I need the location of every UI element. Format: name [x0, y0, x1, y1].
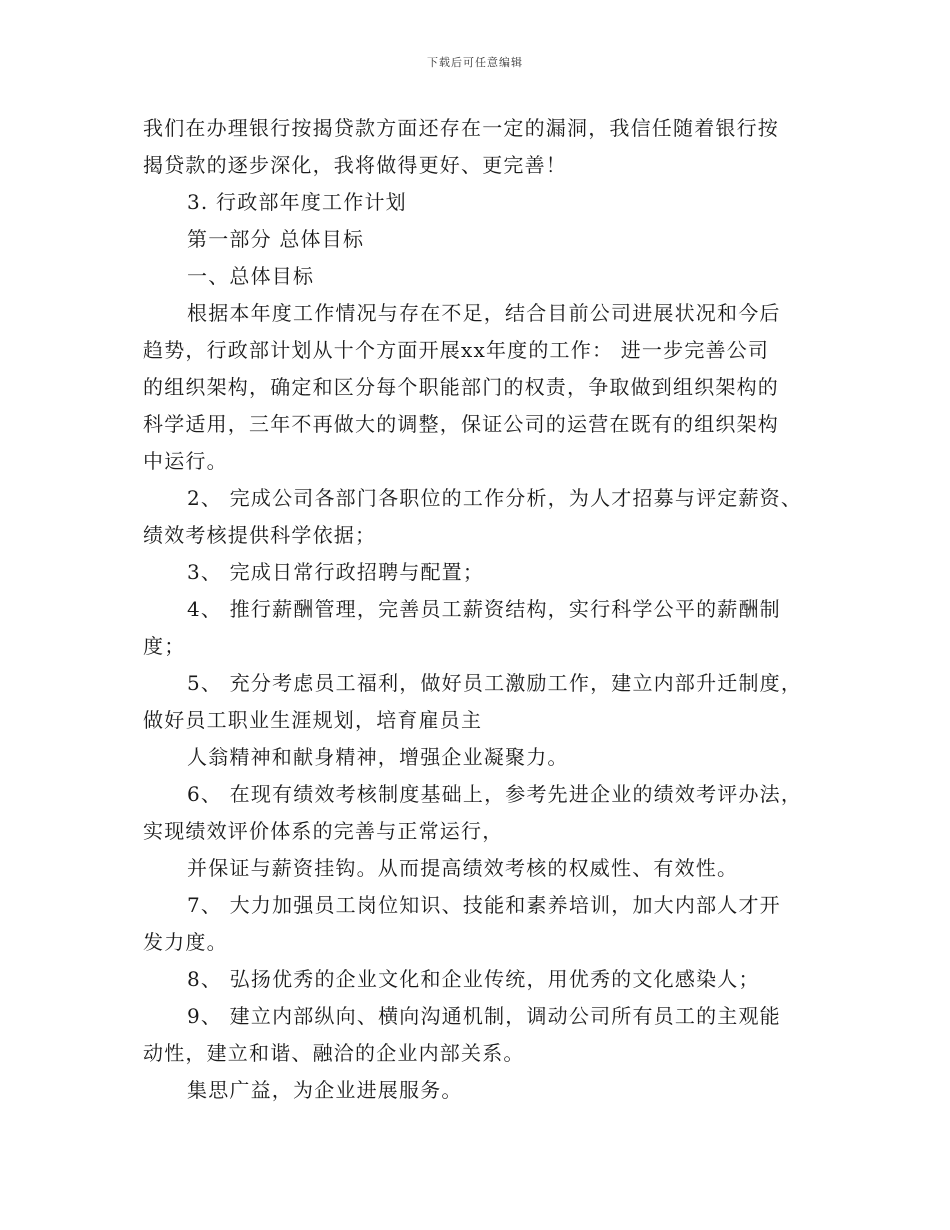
text-line: 5、 充分考虑员工福利，做好员工激励工作，建立内部升迁制度， [187, 671, 803, 695]
text-line: 绩效考核提供科学依据； [143, 523, 377, 547]
text-line: 9、 建立内部纵向、横向沟通机制，调动公司所有员工的主观能 [187, 1004, 781, 1028]
text-line: 7、 大力加强员工岗位知识、技能和素养培训，加大内部人才开 [187, 893, 781, 917]
document-body [143, 110, 823, 1109]
text-line: 做好员工职业生涯规划，培育雇员主 [143, 708, 483, 732]
text-line: 实现绩效评价体系的完善与正常运行， [143, 819, 504, 843]
text-line: 3. 行政部年度工作计划 [187, 190, 407, 214]
text-line: 根据本年度工作情况与存在不足，结合目前公司进展状况和今后 [187, 301, 781, 325]
text-line: 2、 完成公司各部门各职位的工作分析，为人才招募与评定薪资、 [187, 486, 803, 510]
text-line: 一、总体目标 [187, 264, 315, 288]
page-header: 下载后可任意编辑 [427, 56, 523, 69]
text-line: 趋势，行政部计划从十个方面开展xx年度的工作： 进一步完善公司 [143, 338, 770, 362]
text-line: 度； [143, 634, 186, 658]
text-line: 3、 完成日常行政招聘与配置； [187, 560, 485, 584]
text-line: 8、 弘扬优秀的企业文化和企业传统，用优秀的文化感染人； [187, 967, 760, 991]
text-line: 动性，建立和谐、融洽的企业内部关系。 [143, 1041, 525, 1065]
text-line: 人翁精神和献身精神，增强企业凝聚力。 [187, 745, 569, 769]
text-line: 揭贷款的逐步深化，我将做得更好、更完善！ [143, 153, 567, 177]
text-line: 中运行。 [143, 449, 228, 473]
text-line: 科学适用，三年不再做大的调整，保证公司的运营在既有的组织架构 [143, 412, 779, 436]
text-line: 发力度。 [143, 930, 228, 954]
text-line: 的组织架构，确定和区分每个职能部门的权责，争取做到组织架构的 [143, 375, 779, 399]
text-line: 第一部分 总体目标 [187, 227, 365, 251]
text-line: 6、 在现有绩效考核制度基础上，参考先进企业的绩效考评办法， [187, 782, 803, 806]
text-line: 并保证与薪资挂钩。从而提高绩效考核的权威性、有效性。 [187, 856, 739, 880]
text-line: 4、 推行薪酬管理，完善员工薪资结构，实行科学公平的薪酬制 [187, 597, 781, 621]
text-line: 我们在办理银行按揭贷款方面还存在一定的漏洞，我信任随着银行按 [143, 116, 779, 140]
text-line: 集思广益，为企业进展服务。 [187, 1078, 463, 1102]
